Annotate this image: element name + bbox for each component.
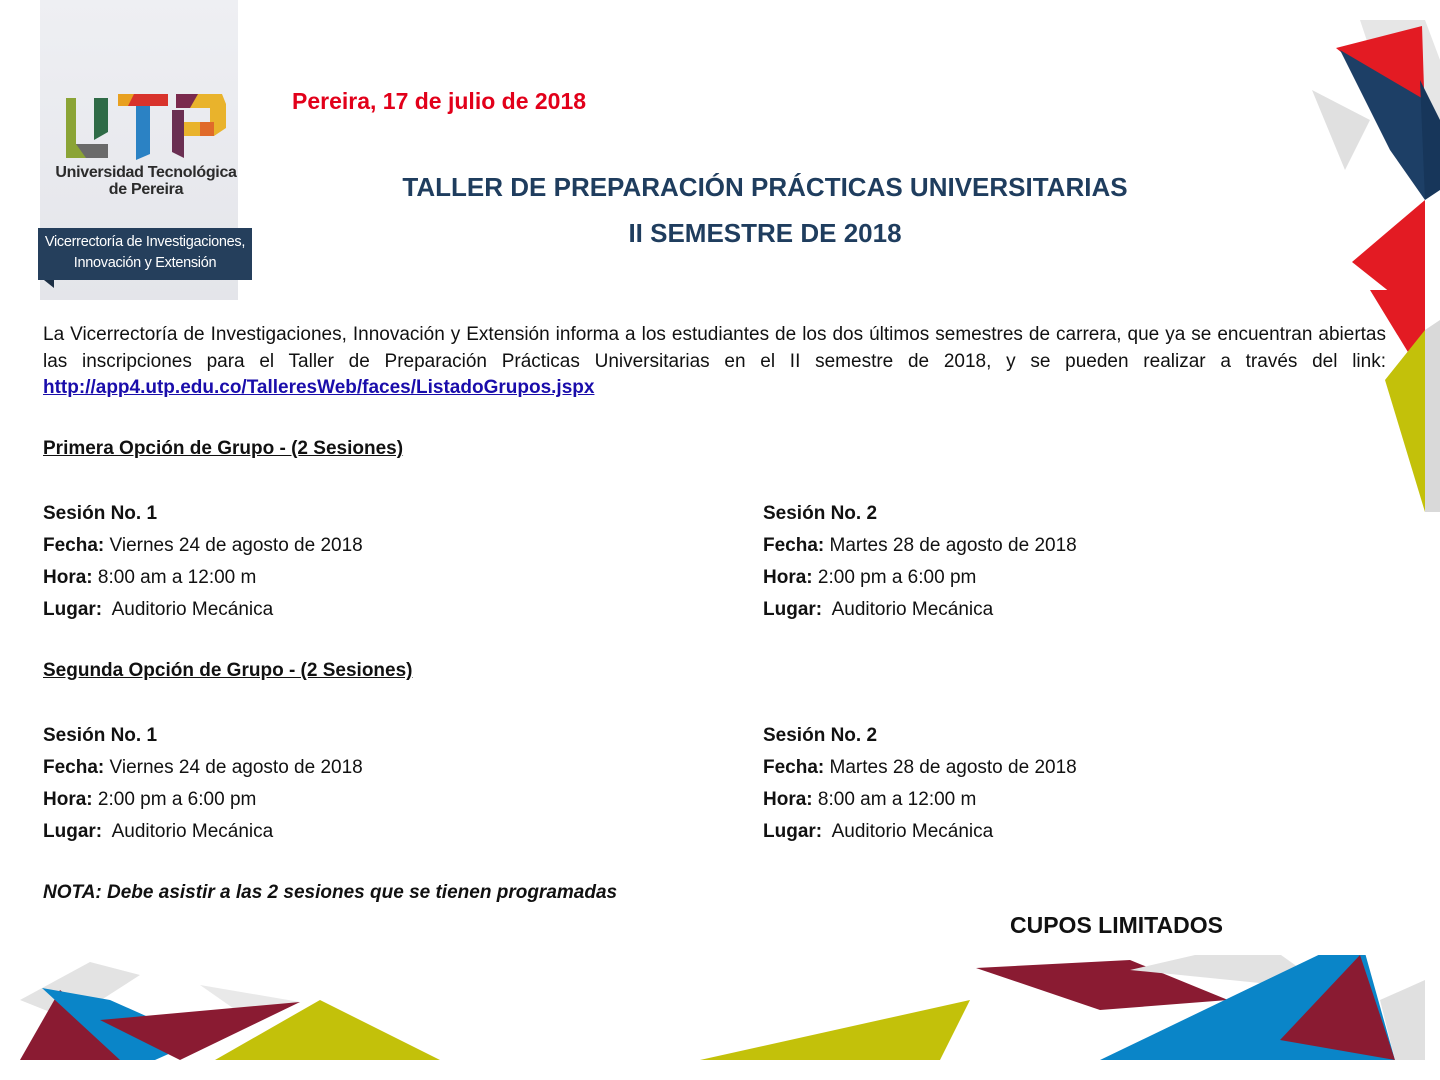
utp-logo-mark xyxy=(64,92,228,162)
session-place: Lugar: Auditorio Mecánica xyxy=(763,821,994,842)
session-title: Sesión No. 1 xyxy=(43,725,158,746)
page-title: TALLER DE PREPARACIÓN PRÁCTICAS UNIVERSITARIAS xyxy=(402,172,1128,202)
limited-spots-label: CUPOS LIMITADOS xyxy=(1010,912,1223,938)
session-place: Lugar: Auditorio Mecánica xyxy=(763,599,994,620)
group-2-session-1 xyxy=(43,720,363,848)
attendance-note: NOTA: Debe asistir a las 2 sesiones que se tienen programadas xyxy=(43,882,618,903)
session-place: Lugar: Auditorio Mecánica xyxy=(43,821,274,842)
university-name-line2: de Pereira xyxy=(108,181,184,198)
session-date: Fecha: Viernes 24 de agosto de 2018 xyxy=(43,535,363,556)
department-line2: Innovación y Extensión xyxy=(73,255,217,271)
decorative-triangles-bottom xyxy=(0,955,1440,1080)
session-title: Sesión No. 2 xyxy=(763,503,878,524)
group-1-session-2 xyxy=(763,498,1077,626)
page-subtitle: II SEMESTRE DE 2018 xyxy=(628,218,902,248)
decorative-triangles-right xyxy=(1310,0,1440,520)
group-1-session-1 xyxy=(43,498,363,626)
session-date: Fecha: Viernes 24 de agosto de 2018 xyxy=(43,757,363,778)
session-time: Hora: 2:00 pm a 6:00 pm xyxy=(763,567,977,588)
session-time: Hora: 8:00 am a 12:00 m xyxy=(763,789,977,810)
document-date: Pereira, 17 de julio de 2018 xyxy=(292,88,587,114)
department-line1: Vicerrectoría de Investigaciones, xyxy=(44,234,246,250)
registration-link[interactable]: http://app4.utp.edu.co/TalleresWeb/faces/ListadoGrupos.jspx xyxy=(43,377,595,398)
banner-fold xyxy=(44,280,54,288)
session-date: Fecha: Martes 28 de agosto de 2018 xyxy=(763,757,1077,778)
group-2-heading: Segunda Opción de Grupo - (2 Sesiones) xyxy=(43,660,413,681)
group-1-heading: Primera Opción de Grupo - (2 Sesiones) xyxy=(43,438,404,459)
session-title: Sesión No. 2 xyxy=(763,725,878,746)
intro-text: La Vicerrectoría de Investigaciones, Innovación y Extensión informa a los estudiantes de los dos últimos semestres de carrera, que ya se encuentran abiertas las inscripciones para el Taller de Preparación Prácticas Universitarias en el II semestre de 2018, y se pueden realizar a través del link: xyxy=(43,324,1386,372)
university-name-line1: Universidad Tecnológica xyxy=(55,164,237,181)
session-date: Fecha: Martes 28 de agosto de 2018 xyxy=(763,535,1077,556)
session-time: Hora: 2:00 pm a 6:00 pm xyxy=(43,789,257,810)
university-name xyxy=(40,164,252,198)
session-place: Lugar: Auditorio Mecánica xyxy=(43,599,274,620)
department-banner xyxy=(38,228,252,280)
session-time: Hora: 8:00 am a 12:00 m xyxy=(43,567,257,588)
group-2-session-2 xyxy=(763,720,1077,848)
session-title: Sesión No. 1 xyxy=(43,503,158,524)
intro-paragraph xyxy=(43,322,1386,402)
